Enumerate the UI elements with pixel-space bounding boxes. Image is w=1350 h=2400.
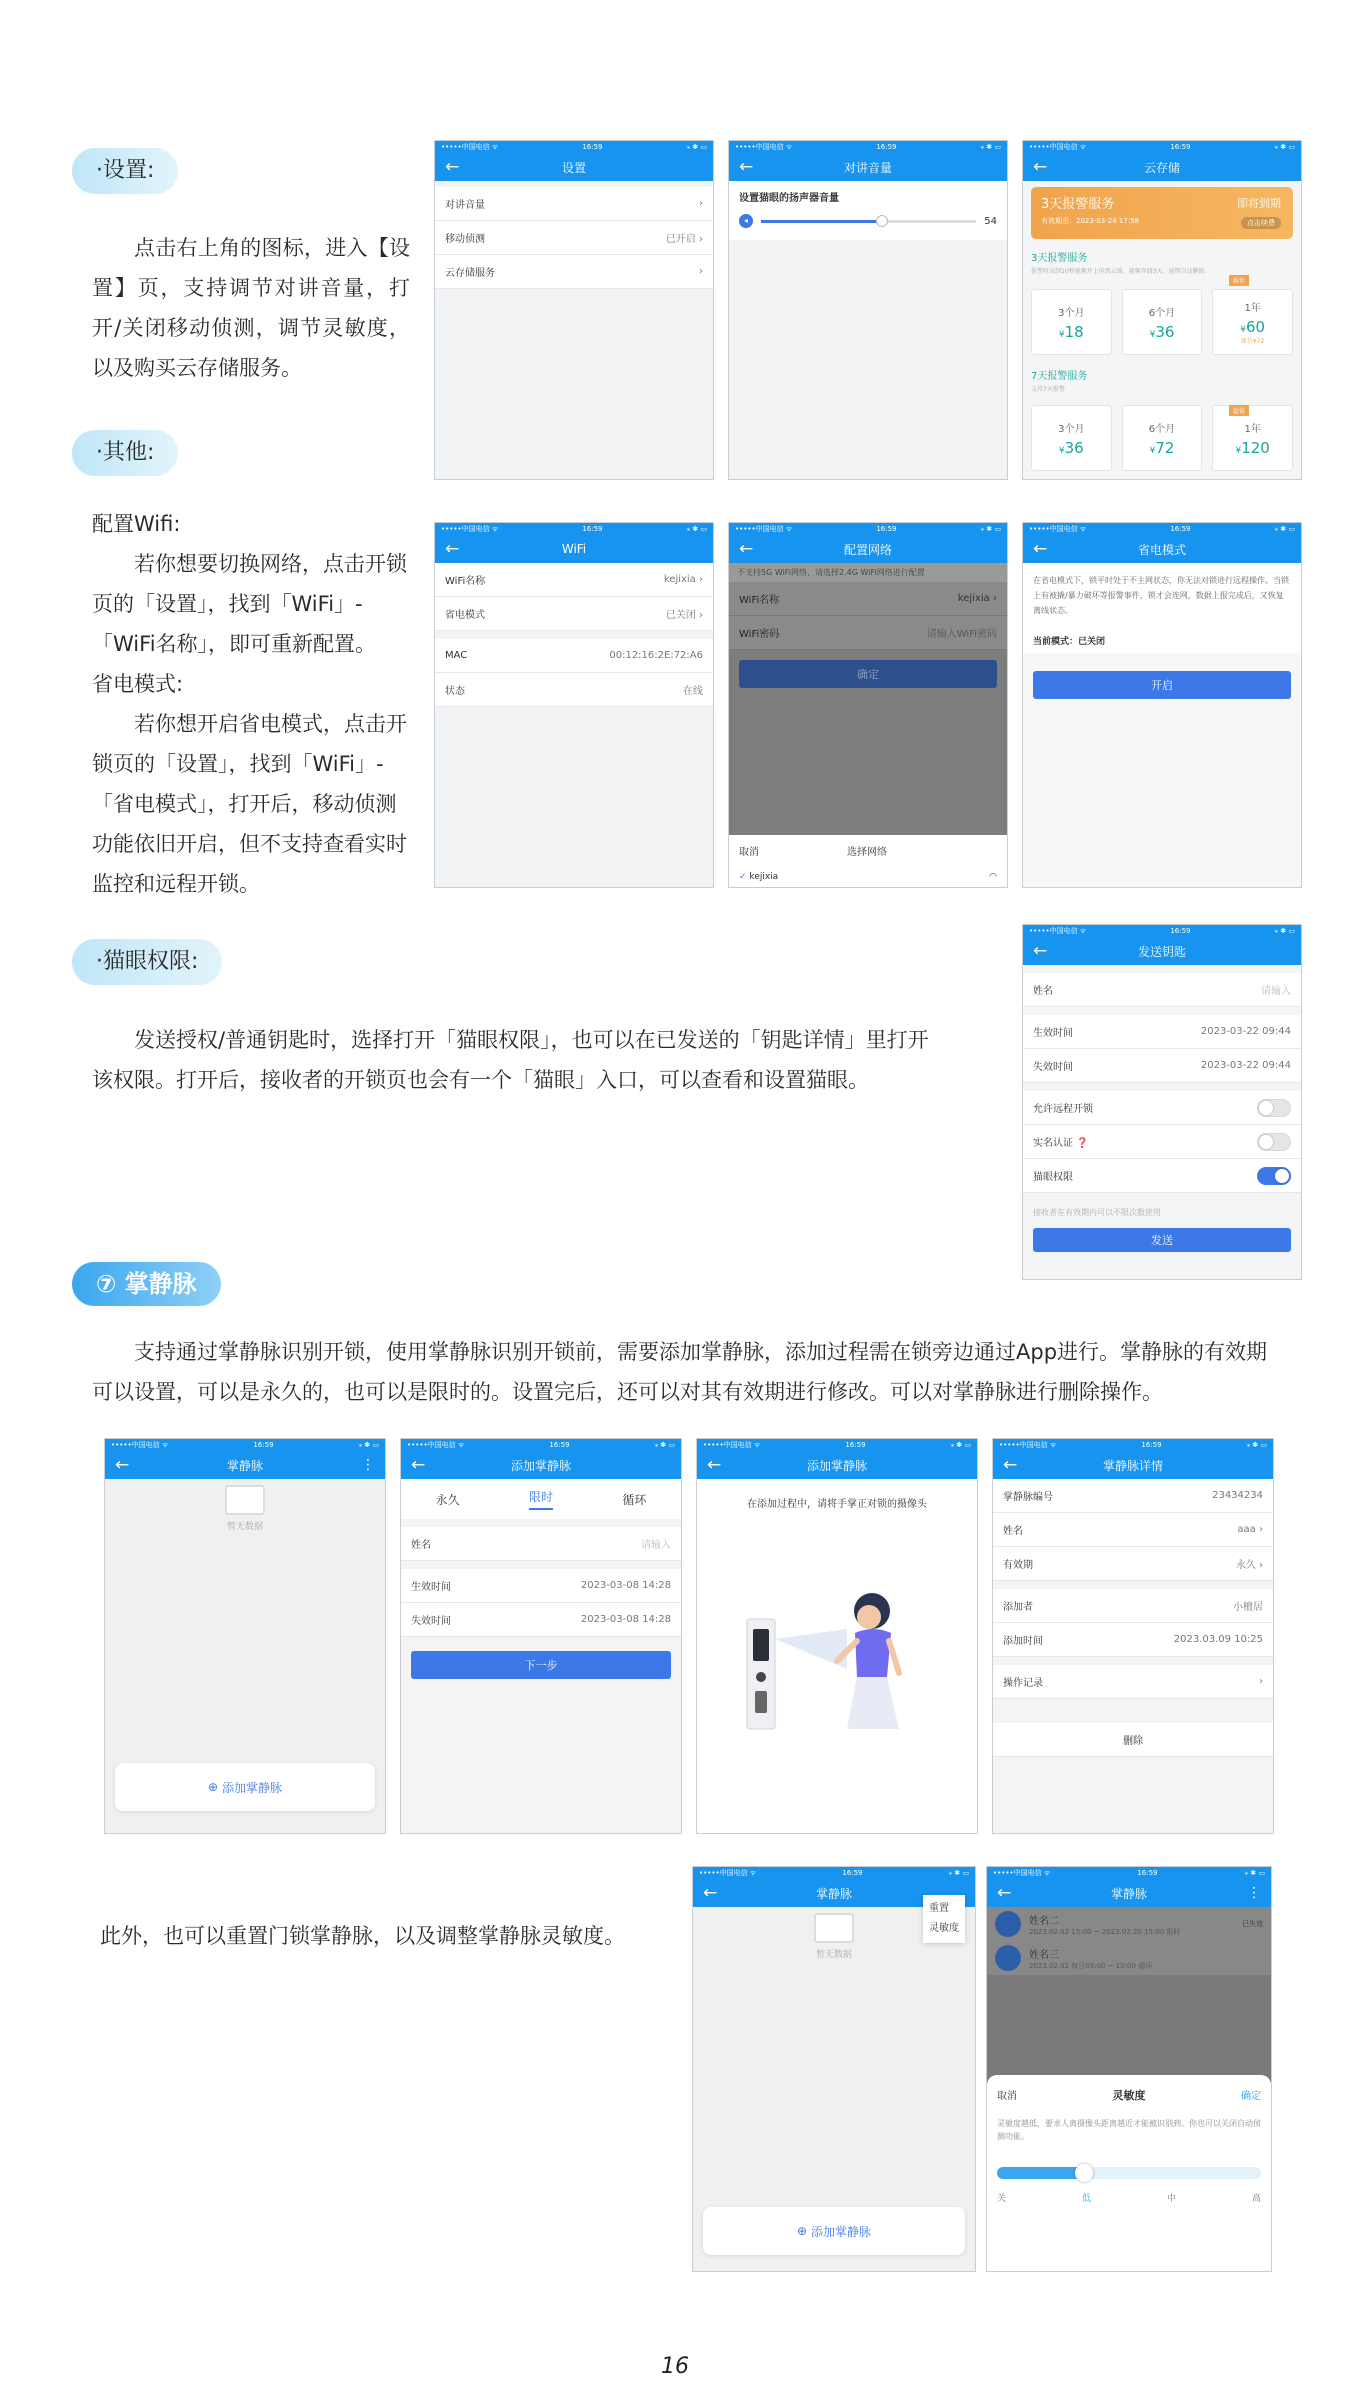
plan-card[interactable]: 6个月 ¥72 <box>1122 405 1203 471</box>
wifi-signal-icon: ◠ <box>989 872 997 882</box>
cloud-banner: 3天报警服务 有效期至：2023-03-24 17:58 即将到期 点击续费 <box>1031 187 1293 239</box>
back-icon[interactable]: ← <box>707 1455 722 1475</box>
nav-bar: ← 配置网络 <box>729 535 1007 563</box>
palm-text: 支持通过掌静脉识别开锁，使用掌静脉识别开锁前，需要添加掌静脉，添加过程需在锁旁边通过App进行。掌静脉的有效期可以设置，可以是永久的，也可以是限时的。设置完后，还可以对其有效期进行修改。可以对掌静脉进行删除操作。 <box>92 1340 1268 1404</box>
tag-badge: 推荐 <box>1229 275 1249 286</box>
sheet-cancel-button[interactable]: 取消 <box>739 847 759 858</box>
status-bar: •••••中国电信 ᯤ 16:59 ⁎ ✱ ▭ <box>1023 523 1301 535</box>
other-text <box>92 504 412 904</box>
status-bar: •••••中国电信 ᯤ 16:59 ⁎ ✱ ▭ <box>729 523 1007 535</box>
back-icon[interactable]: ← <box>445 157 460 177</box>
plan-card[interactable]: 6个月 ¥36 <box>1122 289 1203 355</box>
plus-icon: ⊕ <box>796 2224 808 2238</box>
tab-cycle[interactable]: 循环 <box>622 1492 647 1507</box>
back-icon[interactable]: ← <box>997 1883 1012 1903</box>
section-pill-other: ·其他: <box>72 430 178 476</box>
tab-permanent[interactable]: 永久 <box>435 1492 460 1507</box>
phone-sendkey <box>1022 924 1302 1280</box>
phone-palm-detail <box>992 1438 1274 1834</box>
more-icon[interactable]: ⋮ <box>1247 1885 1261 1901</box>
nav-bar: ← 掌静脉详情 <box>993 1451 1273 1479</box>
wifi-title: 配置Wifi: <box>92 512 181 536</box>
detail-row-records[interactable]: 操作记录 › <box>993 1665 1273 1699</box>
check-icon: ✓ <box>739 872 747 882</box>
tab-limited[interactable]: 限时 <box>529 1488 553 1510</box>
palm-reset-text: 此外，也可以重置门锁掌静脉，以及调整掌静脉灵敏度。 <box>100 1924 625 1948</box>
status-bar: •••••中国电信 ᯤ 16:59 ⁎ ✱ ▭ <box>401 1439 681 1451</box>
start-time-field[interactable]: 生效时间 2023-03-22 09:44 <box>1023 1015 1301 1049</box>
settings-text: 点击右上角的图标，进入【设置】页，支持调节对讲音量，打开/关闭移动侦测，调节灵敏度，以及购买云存储服务。 <box>92 236 410 380</box>
nav-bar: ← 添加掌静脉 <box>401 1451 681 1479</box>
palm-guide-illustration <box>737 1569 937 1739</box>
status-bar: •••••中国电信 ᯤ 16:59 ⁎ ✱ ▭ <box>1023 925 1301 937</box>
plus-icon: ⊕ <box>207 1780 219 1794</box>
wifi-row-name[interactable]: WiFi名称 kejixia › <box>435 563 713 597</box>
page-number: 16 <box>661 2354 689 2379</box>
cateye-permission-toggle[interactable] <box>1257 1167 1291 1185</box>
dropdown-menu <box>923 1895 965 1943</box>
power-title: 省电模式: <box>92 672 184 696</box>
note-text: 接收者在有效期内可以不限次数使用 <box>1033 1208 1161 1217</box>
status-bar: •••••中国电信 ᯤ 16:59 ⁎ ✱ ▭ <box>697 1439 977 1451</box>
nav-bar: ← 掌静脉 <box>693 1879 975 1907</box>
enable-button[interactable]: 开启 <box>1033 671 1291 699</box>
add-palm-button[interactable]: ⊕ 添加掌静脉 <box>115 1763 375 1811</box>
start-time-field[interactable]: 生效时间 2023-03-08 14:28 <box>401 1569 681 1603</box>
plan-card[interactable]: 1年 ¥60 原价¥72 <box>1212 289 1293 355</box>
confirm-button[interactable]: 确定 <box>739 660 997 688</box>
power-text: 若你想开启省电模式，点击开锁页的「设置」，找到「WiFi」-「省电模式」，打开后，移动侦测功能依旧开启，但不支持查看实时监控和远程开锁。 <box>92 712 407 896</box>
sensitivity-levels: 关 低 中 高 <box>997 2194 1261 2204</box>
section-pill-cateye: ·猫眼权限: <box>72 939 222 985</box>
menu-item-reset[interactable]: 重置 <box>929 1903 949 1914</box>
empty-state-icon <box>225 1485 265 1515</box>
back-icon[interactable]: ← <box>411 1455 426 1475</box>
name-field[interactable]: 姓名 请输入 <box>401 1527 681 1561</box>
more-icon[interactable]: ⋮ <box>361 1457 375 1473</box>
wifi-password-field[interactable]: WiFi密码 请输入WiFi密码 <box>729 616 1007 650</box>
back-icon[interactable]: ← <box>739 157 754 177</box>
detail-row-name[interactable]: 姓名 aaa › <box>993 1513 1273 1547</box>
nav-bar: ← 对讲音量 <box>729 153 1007 181</box>
remote-unlock-row: 允许远程开锁 <box>1023 1091 1301 1125</box>
nav-bar: ← 省电模式 <box>1023 535 1301 563</box>
power-description: 在省电模式下，锁平时处于不主网状态，你无法对锁进行远程操作。当锁上有被撬/暴力破坏等报警事件，锁才会连网，数据上报完成后，又恢复离线状态。 <box>1023 563 1301 628</box>
phone-netconf <box>728 522 1008 888</box>
nav-bar: ← 添加掌静脉 <box>697 1451 977 1479</box>
sheet-confirm-button[interactable]: 确定 <box>1241 2091 1261 2102</box>
section-pill-palm: ⑦ 掌静脉 <box>72 1262 221 1306</box>
nav-bar: ← 掌静脉 ⋮ <box>105 1451 385 1479</box>
wifi-row-status: 状态 在线 <box>435 673 713 707</box>
phone-palm-sensitivity <box>986 1866 1272 2272</box>
status-bar: •••••中国电信 ᯤ 16:59 ⁎ ✱ ▭ <box>105 1439 385 1451</box>
send-button[interactable]: 发送 <box>1033 1228 1291 1252</box>
status-bar: •••••中国电信 ᯤ 16:59 ⁎ ✱ ▭ <box>435 141 713 153</box>
nav-bar: ← 云存储 <box>1023 153 1301 181</box>
settings-row-volume[interactable]: 对讲音量 › <box>435 187 713 221</box>
phone-volume <box>728 140 1008 480</box>
empty-text: 暂无数据 <box>815 1950 852 1960</box>
sheet-title: 灵敏度 <box>1112 2089 1146 2102</box>
tag-badge: 超值 <box>1229 405 1249 416</box>
phone-wifi <box>434 522 714 888</box>
status-bar: •••••中国电信 ᯤ 16:59 ⁎ ✱ ▭ <box>435 523 713 535</box>
back-icon[interactable]: ← <box>703 1883 718 1903</box>
phone-settings <box>434 140 714 480</box>
list-item[interactable]: 姓名二 2023.02.02 15:00 ~ 2023.02.20 15:00 限时 已失效 <box>987 1907 1271 1941</box>
sheet-cancel-button[interactable]: 取消 <box>997 2091 1017 2102</box>
sensitivity-description: 灵敏度越低，要求人离摄像头距离越近才能被识别到。你也可以关闭自动侦测功能。 <box>997 2119 1261 2141</box>
back-icon[interactable]: ← <box>445 539 460 559</box>
status-bar: •••••中国电信 ᯤ 16:59 ⁎ ✱ ▭ <box>1023 141 1301 153</box>
menu-item-sensitivity[interactable]: 灵敏度 <box>929 1923 959 1934</box>
end-time-field[interactable]: 失效时间 2023-03-08 14:28 <box>401 1603 681 1637</box>
network-item[interactable]: ✓ kejixia ◠ <box>739 872 997 882</box>
section-pill-settings: ·设置: <box>72 148 178 194</box>
volume-slider[interactable] <box>761 220 976 223</box>
real-name-row: 实名认证 ❓ <box>1023 1125 1301 1159</box>
empty-text: 暂无数据 <box>226 1522 263 1532</box>
plan-card[interactable]: 1年 ¥120 <box>1212 405 1293 471</box>
cateye-permission-row: 猫眼权限 <box>1023 1159 1301 1193</box>
wifi-row-power[interactable]: 省电模式 已关闭 › <box>435 597 713 631</box>
wifi-text: 若你想要切换网络，点击开锁页的「设置」，找到「WiFi」-「WiFi名称」，即可重新配置。 <box>92 552 407 656</box>
nav-bar: ← 设置 <box>435 153 713 181</box>
back-icon[interactable]: ← <box>739 539 754 559</box>
cateye-text: 发送授权/普通钥匙时，选择打开「猫眼权限」，也可以在已发送的「钥匙详情」里打开该权限。打开后，接收者的开锁页也会有一个「猫眼」入口，可以查看和设置猫眼。 <box>92 1028 929 1092</box>
speaker-icon: ◂ <box>739 214 753 228</box>
renew-button[interactable]: 点击续费 <box>1241 217 1281 229</box>
power-status: 当前模式：已关闭 <box>1023 628 1301 653</box>
status-bar: •••••中国电信 ᯤ 16:59 ⁎ ✱ ▭ <box>993 1439 1273 1451</box>
plan-card[interactable]: 3个月 ¥18 <box>1031 289 1112 355</box>
back-icon[interactable]: ← <box>1033 539 1048 559</box>
plan-card[interactable]: 3个月 ¥36 <box>1031 405 1112 471</box>
detail-row-validity[interactable]: 有效期 永久 › <box>993 1547 1273 1581</box>
remote-unlock-toggle[interactable] <box>1257 1099 1291 1117</box>
end-time-field[interactable]: 失效时间 2023-03-22 09:44 <box>1023 1049 1301 1083</box>
sensitivity-sheet <box>987 2075 1271 2271</box>
status-bar: •••••中国电信 ᯤ 16:59 ⁎ ✱ ▭ <box>693 1867 975 1879</box>
phone-power <box>1022 522 1302 888</box>
guide-text: 在添加过程中，请将手掌正对锁的摄像头 <box>747 1499 927 1510</box>
detail-row-adder: 添加者 小檀居 <box>993 1589 1273 1623</box>
back-icon[interactable]: ← <box>1033 941 1048 961</box>
settings-row-cloud[interactable]: 云存储服务 › <box>435 255 713 289</box>
sheet-title: 选择网络 <box>847 847 887 858</box>
phone-palm-list <box>104 1438 386 1834</box>
detail-row-id: 掌静脉编号 23434234 <box>993 1479 1273 1513</box>
detail-row-added-time: 添加时间 2023.03.09 10:25 <box>993 1623 1273 1657</box>
status-bar: •••••中国电信 ᯤ 16:59 ⁎ ✱ ▭ <box>729 141 1007 153</box>
avatar <box>995 1911 1021 1937</box>
delete-button[interactable]: 删除 <box>993 1723 1273 1757</box>
warning-text: 不支持5G WiFi网络，请选择2.4G WiFi网络进行配置 <box>729 563 1007 582</box>
status-bar: •••••中国电信 ᯤ 16:59 ⁎ ✱ ▭ <box>987 1867 1271 1879</box>
wifi-name-field[interactable]: WiFi名称 kejixia › <box>729 582 1007 616</box>
phone-palm-add <box>400 1438 682 1834</box>
validity-tabs <box>401 1479 681 1519</box>
phone-cloud: •••••中国电信 ᯤ 16:59 ⁎ ✱ ▭ ← 云存储 3天报警服务 有效期至：2023-03-24 17:58 即将到期 点击续费 3天报警服务 报警时录制10秒视频并上传到云端，视频存储3天，逾期自动删除。 推荐 3个月 ¥18 6个月 ¥36 1年 ¥60 原价¥72 7天报警服务 支持7天报警 超值 3个月 ¥36 6个月 ¥72 1年 ¥120 <box>1022 140 1302 480</box>
settings-row-motion[interactable]: 移动侦测 已开启 › <box>435 221 713 255</box>
next-button[interactable]: 下一步 <box>411 1651 671 1679</box>
name-field[interactable]: 姓名 请输入 <box>1023 973 1301 1007</box>
help-icon[interactable]: ❓ <box>1076 1138 1089 1149</box>
avatar <box>995 1945 1021 1971</box>
sensitivity-slider[interactable] <box>997 2167 1261 2179</box>
phone-palm-guide <box>696 1438 978 1834</box>
add-palm-button[interactable]: ⊕ 添加掌静脉 <box>703 2207 965 2255</box>
empty-state-icon <box>814 1913 854 1943</box>
volume-label: 设置猫眼的扬声器音量 <box>739 193 839 204</box>
back-icon[interactable]: ← <box>1033 157 1048 177</box>
wifi-row-mac: MAC 00:12:16:2E:72:A6 <box>435 639 713 673</box>
network-sheet <box>729 835 1007 887</box>
back-icon[interactable]: ← <box>115 1455 130 1475</box>
volume-value: 54 <box>984 215 997 227</box>
phone-palm-menu <box>692 1866 976 2272</box>
nav-bar: ← 掌静脉 ⋮ <box>987 1879 1271 1907</box>
list-item[interactable]: 姓名三 2023.02.02 每日05:00 ~ 10:00 循环 <box>987 1941 1271 1975</box>
back-icon[interactable]: ← <box>1003 1455 1018 1475</box>
nav-bar: ← 发送钥匙 <box>1023 937 1301 965</box>
nav-bar: ← WiFi <box>435 535 713 563</box>
real-name-toggle[interactable] <box>1257 1133 1291 1151</box>
